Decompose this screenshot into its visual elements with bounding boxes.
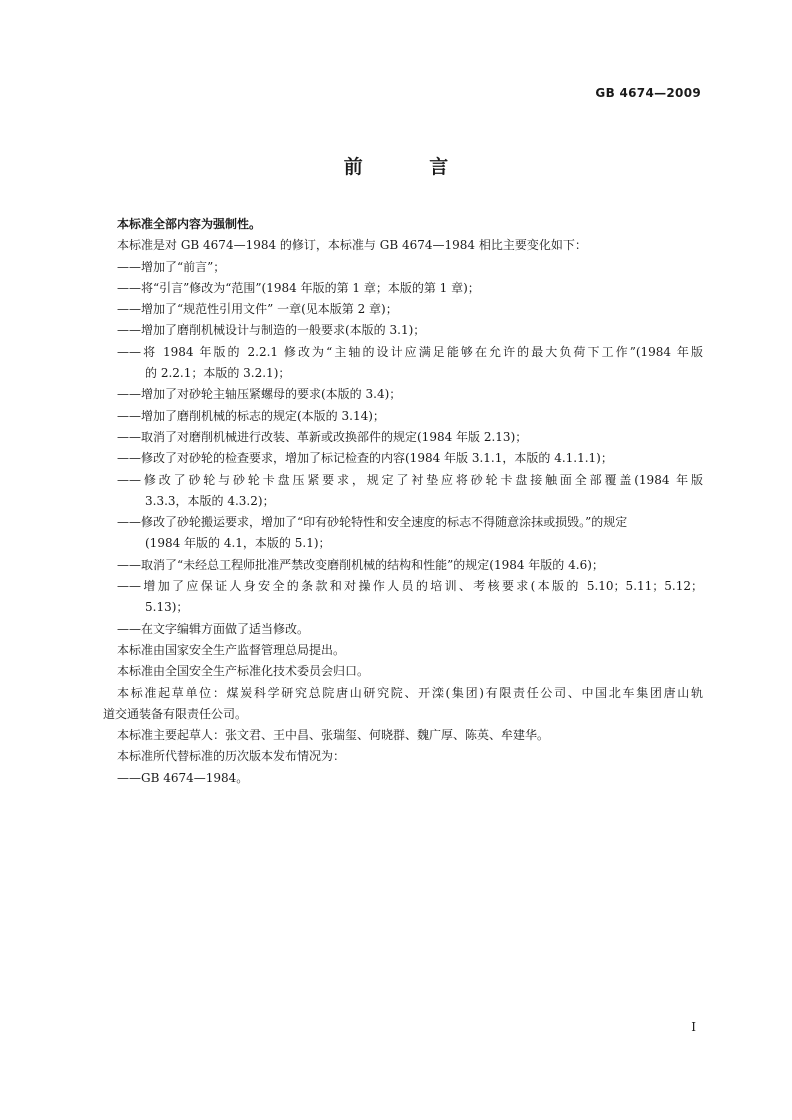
list-item: ——GB 4674—1984。 xyxy=(117,770,249,785)
list-item: ——修改了砂轮搬运要求，增加了“印有砂轮特性和安全速度的标志不得随意涂抹或损毁。”的规定 xyxy=(117,515,628,530)
list-item: ——增加了磨削机械设计与制造的一般要求(本版的 3.1)； xyxy=(117,323,426,338)
paragraph-committee: 本标准由全国安全生产标准化技术委员会归口。 xyxy=(117,664,370,679)
paragraph-drafting-units-cont: 道交通装备有限责任公司。 xyxy=(103,706,248,721)
standard-number: GB 4674—2009 xyxy=(595,86,701,100)
list-item: ——增加了应保证人身安全的条款和对操作人员的培训、考核要求(本版的 5.10；5.11；5.12； xyxy=(117,579,703,594)
paragraph-history: 本标准所代替标准的历次版本发布情况为： xyxy=(117,749,346,764)
paragraph-proposer: 本标准由国家安全生产监督管理总局提出。 xyxy=(117,642,346,657)
list-item: ——增加了磨削机械的标志的规定(本版的 3.14)； xyxy=(117,408,385,423)
list-item: ——增加了对砂轮主轴压紧螺母的要求(本版的 3.4)； xyxy=(117,387,402,402)
page-number: I xyxy=(691,1020,696,1034)
paragraph-intro: 本标准是对 GB 4674—1984 的修订，本标准与 GB 4674—1984 相比主要变化如下： xyxy=(117,238,587,253)
page-title: 前 言 xyxy=(343,156,479,178)
list-item-continuation: 5.13)； xyxy=(145,600,189,615)
list-item-continuation: 3.3.3，本版的 4.3.2)； xyxy=(145,493,275,508)
list-item: ——增加了“规范性引用文件” 一章(见本版第 2 章)； xyxy=(117,302,398,317)
list-item-continuation: (1984 年版的 4.1，本版的 5.1)； xyxy=(145,536,331,551)
list-item: ——取消了“未经总工程师批准严禁改变磨削机械的结构和性能”的规定(1984 年版的 4.6)； xyxy=(117,557,604,572)
list-item: ——增加了“前言”； xyxy=(117,259,226,274)
list-item-continuation: 的 2.2.1；本版的 3.2.1)； xyxy=(145,366,291,381)
paragraph-mandatory: 本标准全部内容为强制性。 xyxy=(117,217,262,231)
list-item: ——取消了对磨削机械进行改装、革新或改换部件的规定(1984 年版 2.13)； xyxy=(117,429,528,444)
foreword-body xyxy=(103,214,703,789)
paragraph-drafters: 本标准主要起草人：张文君、王中昌、张瑞玺、何晓群、魏广厚、陈英、牟建华。 xyxy=(117,728,550,743)
paragraph-drafting-units: 本标准起草单位：煤炭科学研究总院唐山研究院、开滦(集团)有限责任公司、中国北车集团唐山轨 xyxy=(117,685,703,700)
list-item: ——在文字编辑方面做了适当修改。 xyxy=(117,621,310,636)
list-item: ——修改了砂轮与砂轮卡盘压紧要求，规定了衬垫应将砂轮卡盘接触面全部覆盖(1984 年版 xyxy=(117,472,703,487)
list-item: ——将“引言”修改为“范围”(1984 年版的第 1 章；本版的第 1 章)； xyxy=(117,280,480,295)
list-item: ——修改了对砂轮的检查要求，增加了标记检查的内容(1984 年版 3.1.1，本版的 4.1.1.1)； xyxy=(117,451,613,466)
list-item: ——将 1984 年版的 2.2.1 修改为“主轴的设计应满足能够在允许的最大负荷下工作”(1984 年版 xyxy=(117,344,703,359)
